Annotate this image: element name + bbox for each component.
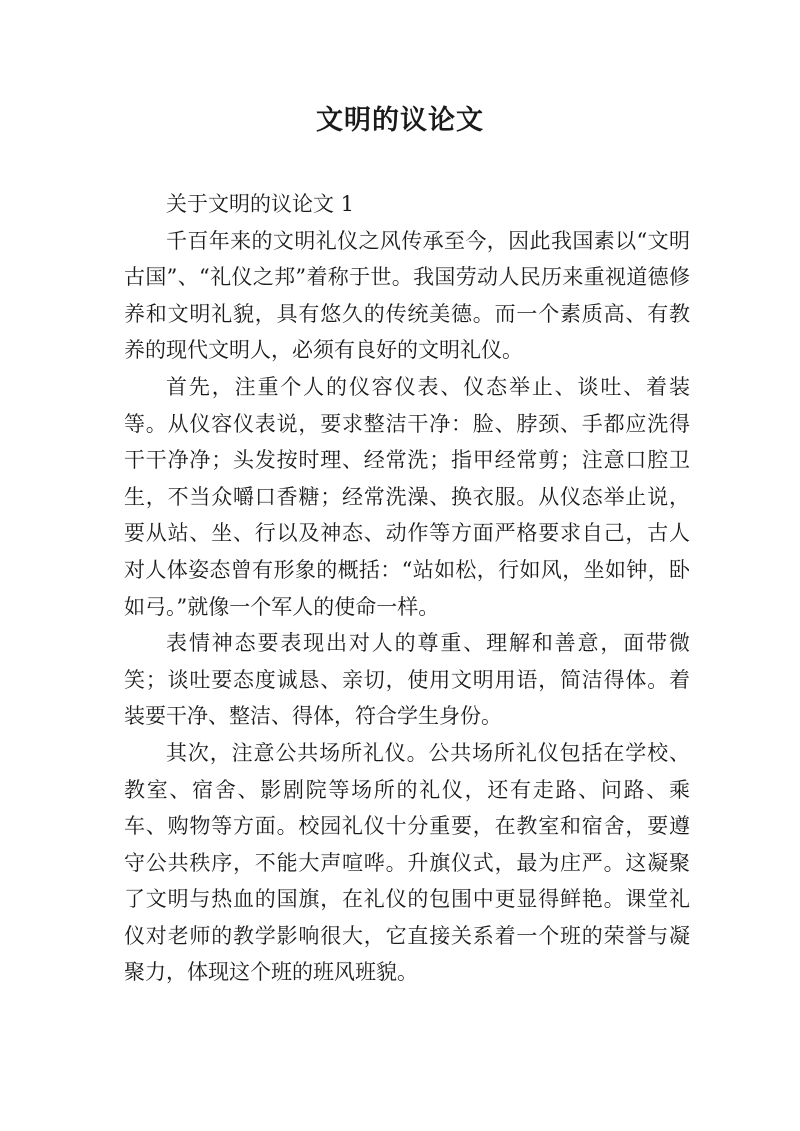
paragraph-4: 其次，注意公共场所礼仪。公共场所礼仪包括在学校、教室、宿舍、影剧院等场所的礼仪，还有走路、问路、乘车、购物等方面。校园礼仪十分重要，在教室和宿舍，要遵守公共秩序，不能大声喧哗。升旗仪式，最为庄严。这凝聚了文明与热血的国旗，在礼仪的包围中更显得鲜艳。课堂礼仪对老师的教学影响很大，它直接关系着一个班的荣誉与凝聚力，体现这个班的班风班貌。	[124, 740, 690, 985]
paragraph-3: 表情神态要表现出对人的尊重、理解和善意，面带微笑；谈吐要态度诚恳、亲切，使用文明用语，简洁得体。着装要干净、整洁、得体，符合学生身份。	[124, 631, 690, 729]
document-subtitle: 关于文明的议论文 1	[166, 192, 355, 216]
document-body	[124, 186, 690, 991]
paragraph-2: 首先，注重个人的仪容仪表、仪态举止、谈吐、着装等。从仪容仪表说，要求整洁干净：脸、脖颈、手都应洗得干干净净；头发按时理、经常洗；指甲经常剪；注意口腔卫生，不当众嚼口香糖；经常洗澡、换衣服。从仪态举止说，要从站、坐、行以及神态、动作等方面严格要求自己，古人对人体姿态曾有形象的概括：“站如松，行如风，坐如钟，卧如弓。”就像一个军人的使命一样。	[124, 374, 690, 619]
document-title: 文明的议论文	[316, 105, 484, 136]
paragraph-1: 千百年来的文明礼仪之风传承至今，因此我国素以“文明古国”、“礼仪之邦”着称于世。我国劳动人民历来重视道德修养和文明礼貌，具有悠久的传统美德。而一个素质高、有教养的现代文明人，必须有良好的文明礼仪。	[124, 228, 690, 363]
